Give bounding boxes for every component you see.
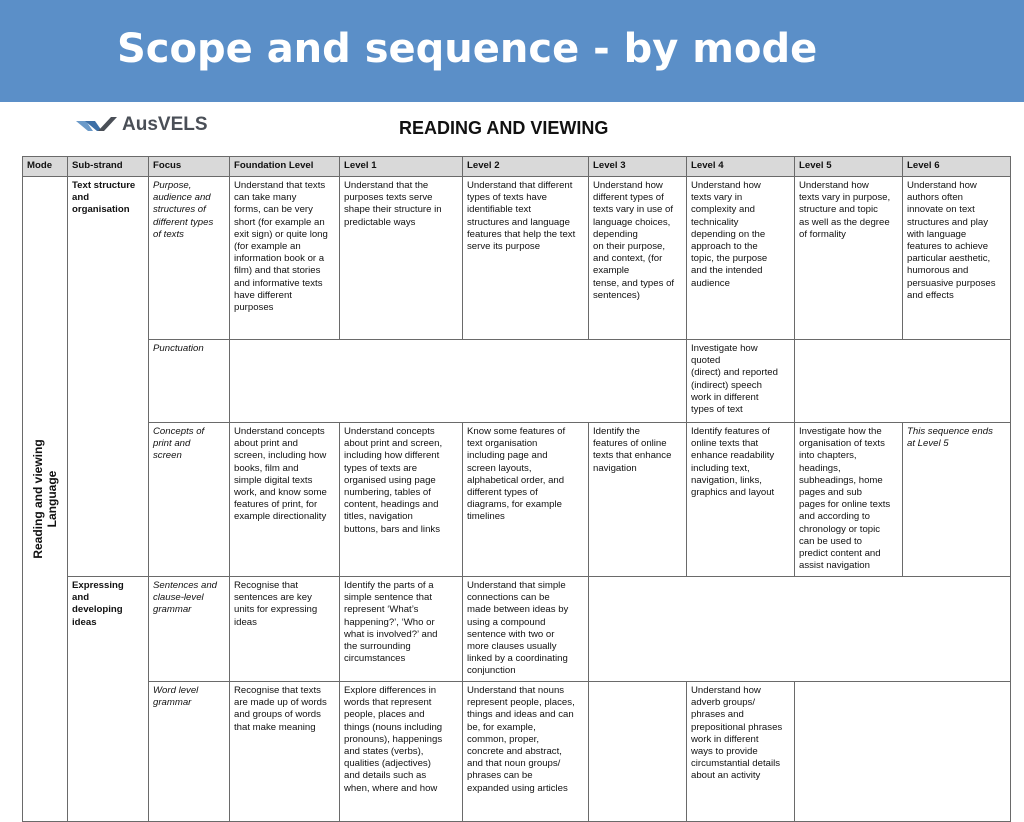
empty-cell	[230, 340, 687, 423]
table-cell: Understand how adverb groups/ phrases and prepositional phrases work in different ways to provide circumstantial details about an activity	[687, 682, 795, 822]
focus-word-level: Word level grammar	[149, 682, 230, 822]
mode-label: Reading and viewing Language	[31, 439, 59, 559]
slide-title: Scope and sequence - by mode	[117, 26, 818, 72]
header-level-3: Level 3	[589, 157, 687, 177]
table-cell: Understand that simple connections can be made between ideas by using a compound sentence with two or more clauses usually linked by a coordinating conjunction	[463, 577, 589, 682]
table-row	[23, 682, 1011, 822]
table-cell: Recognise that texts are made up of words and groups of words that make meaning	[230, 682, 340, 822]
table-cell: This sequence ends at Level 5	[903, 423, 1011, 577]
table-cell: Understand how texts vary in complexity and technicality depending on the approach to the topic, the purpose and the intended audience	[687, 177, 795, 340]
table-cell: Identify the parts of a simple sentence that represent ‘What’s happening?’, ‘Who or what is involved?’ and the surrounding circumstances	[340, 577, 463, 682]
header-level-2: Level 2	[463, 157, 589, 177]
table-cell: Understand how authors often innovate on text structures and play with language features to achieve particular aesthetic, humorous and persuasive purposes and effects	[903, 177, 1011, 340]
table-row	[23, 177, 1011, 340]
header-level-4: Level 4	[687, 157, 795, 177]
table-cell: Investigate how quoted (direct) and reported (indirect) speech work in different types of text	[687, 340, 795, 423]
table-row	[23, 340, 1011, 423]
focus-purpose: Purpose, audience and structures of different types of texts	[149, 177, 230, 340]
substrand-expressing: Expressing and developing ideas	[68, 577, 149, 822]
header-level-5: Level 5	[795, 157, 903, 177]
title-bar	[0, 0, 1024, 102]
table-cell: Understand how different types of texts vary in use of language choices, depending on their purpose, and context, (for example tense, and types of sentences)	[589, 177, 687, 340]
table-cell: Identify features of online texts that enhance readability including text, navigation, links, graphics and layout	[687, 423, 795, 577]
mode-cell	[23, 177, 68, 822]
table-row	[23, 577, 1011, 682]
section-heading: READING AND VIEWING	[399, 118, 609, 138]
header-foundation: Foundation Level	[230, 157, 340, 177]
header-level-6: Level 6	[903, 157, 1011, 177]
empty-cell	[795, 340, 1011, 423]
table-cell: Understand that the purposes texts serve shape their structure in predictable ways	[340, 177, 463, 340]
header-row	[23, 157, 1011, 177]
header-focus: Focus	[149, 157, 230, 177]
substrand-text-structure: Text structure and organisation	[68, 177, 149, 577]
header-substrand: Sub-strand	[68, 157, 149, 177]
table-cell: Understand concepts about print and screen, including how books, film and simple digital texts work, and know some features of print, for example directionality	[230, 423, 340, 577]
empty-cell	[589, 682, 687, 822]
table-cell: Understand concepts about print and screen, including how different types of texts are organised using page numbering, tables of content, headings and titles, navigation buttons, bars and links	[340, 423, 463, 577]
empty-cell	[795, 682, 1011, 822]
scope-sequence-table	[22, 156, 1011, 822]
focus-punctuation: Punctuation	[149, 340, 230, 423]
table-cell: Understand how texts vary in purpose, structure and topic as well as the degree of formality	[795, 177, 903, 340]
table-cell: Identify the features of online texts that enhance navigation	[589, 423, 687, 577]
header-mode: Mode	[23, 157, 68, 177]
table-cell: Understand that different types of texts have identifiable text structures and language features that help the text serve its purpose	[463, 177, 589, 340]
focus-sentences: Sentences and clause-level grammar	[149, 577, 230, 682]
table-cell: Investigate how the organisation of texts into chapters, headings, subheadings, home pages and sub pages for online texts and according to chronology or topic can be used to predict content and assist navigation	[795, 423, 903, 577]
table-cell: Understand that texts can take many forms, can be very short (for example an exit sign) or quite long (for example an information book or a film) and that stories and informative texts have different purposes	[230, 177, 340, 340]
empty-cell	[589, 577, 1011, 682]
header-level-1: Level 1	[340, 157, 463, 177]
logo-text: AusVELS	[122, 114, 208, 135]
table-cell: Recognise that sentences are key units for expressing ideas	[230, 577, 340, 682]
table-cell: Understand that nouns represent people, places, things and ideas and can be, for example, common, proper, concrete and abstract, and that noun groups/ phrases can be expanded using articles	[463, 682, 589, 822]
table-cell: Know some features of text organisation including page and screen layouts, alphabetical order, and different types of diagrams, for example timelines	[463, 423, 589, 577]
focus-concepts: Concepts of print and screen	[149, 423, 230, 577]
table-cell: Explore differences in words that represent people, places and things (nouns including pronouns), happenings and states (verbs), qualities (adjectives) and details such as when, where and how	[340, 682, 463, 822]
ausvels-wing-icon	[76, 116, 118, 134]
table-row	[23, 423, 1011, 577]
